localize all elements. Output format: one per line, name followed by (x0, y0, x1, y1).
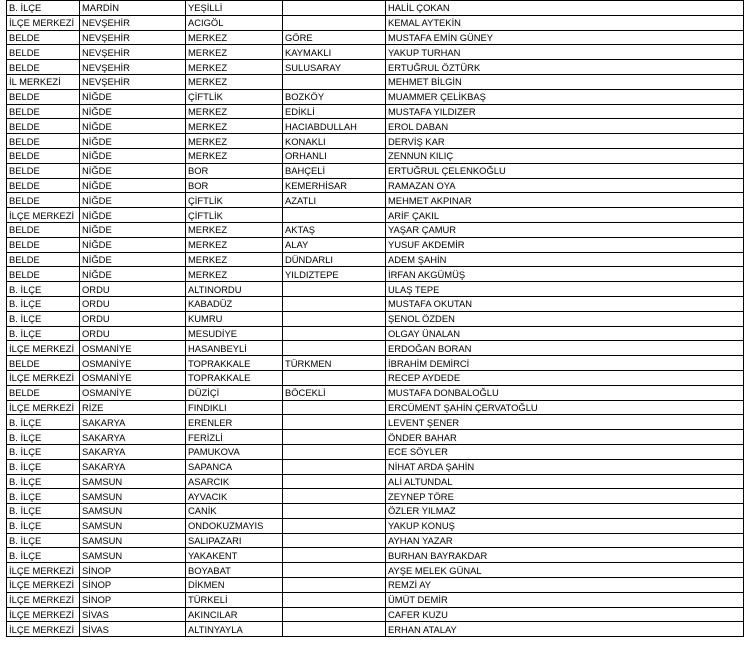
cell-name: REMZİ AY (386, 578, 744, 593)
cell-type: BELDE (7, 385, 80, 400)
cell-town (283, 208, 386, 223)
table-row (7, 208, 744, 223)
cell-type: İLÇE MERKEZİ (7, 592, 80, 607)
cell-town: BÖCEKLİ (283, 385, 386, 400)
cell-town (283, 326, 386, 341)
table-row (7, 119, 744, 134)
cell-town (283, 415, 386, 430)
cell-name: ERCÜMENT ŞAHİN ÇERVATOĞLU (386, 400, 744, 415)
cell-district: DİKMEN (186, 578, 283, 593)
cell-province: NİĞDE (80, 222, 186, 237)
table-row (7, 193, 744, 208)
cell-town (283, 592, 386, 607)
table-row (7, 518, 744, 533)
cell-name: AYHAN YAZAR (386, 533, 744, 548)
cell-name: ZENNUN KILIÇ (386, 148, 744, 163)
cell-name: YAKUP TURHAN (386, 45, 744, 60)
cell-province: OSMANİYE (80, 370, 186, 385)
cell-name: MEHMET BİLGİN (386, 74, 744, 89)
cell-town (283, 489, 386, 504)
table-row (7, 592, 744, 607)
cell-district: MERKEZ (186, 134, 283, 149)
cell-type: BELDE (7, 89, 80, 104)
cell-province: SİVAS (80, 622, 186, 637)
cell-type: BELDE (7, 163, 80, 178)
cell-type: İLÇE MERKEZİ (7, 578, 80, 593)
cell-name: ERTUĞRUL ÖZTÜRK (386, 60, 744, 75)
cell-name: MUSTAFA OKUTAN (386, 296, 744, 311)
cell-province: MARDİN (80, 1, 186, 16)
cell-town (283, 15, 386, 30)
cell-town (283, 533, 386, 548)
cell-name: YAKUP KONUŞ (386, 518, 744, 533)
table-row (7, 134, 744, 149)
cell-town (283, 474, 386, 489)
cell-town: HACIABDULLAH (283, 119, 386, 134)
cell-type: BELDE (7, 237, 80, 252)
cell-name: ŞENOL ÖZDEN (386, 311, 744, 326)
cell-town (283, 370, 386, 385)
cell-district: MERKEZ (186, 148, 283, 163)
cell-province: SAKARYA (80, 444, 186, 459)
cell-type: İLÇE MERKEZİ (7, 400, 80, 415)
cell-name: YUSUF AKDEMİR (386, 237, 744, 252)
table-row (7, 178, 744, 193)
table-row (7, 548, 744, 563)
table-row (7, 296, 744, 311)
cell-district: MERKEZ (186, 60, 283, 75)
cell-name: MUSTAFA EMİN GÜNEY (386, 30, 744, 45)
cell-town: BOZKÖY (283, 89, 386, 104)
cell-province: ORDU (80, 311, 186, 326)
table-row (7, 489, 744, 504)
cell-district: MESUDİYE (186, 326, 283, 341)
cell-name: RECEP AYDEDE (386, 370, 744, 385)
cell-province: NİĞDE (80, 193, 186, 208)
cell-province: SAKARYA (80, 415, 186, 430)
cell-town: GÖRE (283, 30, 386, 45)
cell-district: MERKEZ (186, 104, 283, 119)
cell-district: ÇİFTLİK (186, 89, 283, 104)
cell-name: KEMAL AYTEKİN (386, 15, 744, 30)
cell-district: TOPRAKKALE (186, 356, 283, 371)
cell-type: B. İLÇE (7, 504, 80, 519)
table-row (7, 622, 744, 637)
cell-district: PAMUKOVA (186, 444, 283, 459)
cell-name: YAŞAR ÇAMUR (386, 222, 744, 237)
cell-district: MERKEZ (186, 119, 283, 134)
cell-type: BELDE (7, 356, 80, 371)
cell-province: OSMANİYE (80, 341, 186, 356)
cell-type: B. İLÇE (7, 444, 80, 459)
cell-name: MUSTAFA DONBALOĞLU (386, 385, 744, 400)
cell-name: AYŞE MELEK GÜNAL (386, 563, 744, 578)
cell-type: BELDE (7, 252, 80, 267)
cell-name: CAFER KUZU (386, 607, 744, 622)
cell-province: NEVŞEHİR (80, 30, 186, 45)
table-row (7, 563, 744, 578)
cell-province: SİNOP (80, 578, 186, 593)
cell-town (283, 296, 386, 311)
cell-name: EROL DABAN (386, 119, 744, 134)
cell-town (283, 459, 386, 474)
cell-name: ERHAN ATALAY (386, 622, 744, 637)
table-row (7, 30, 744, 45)
cell-town (283, 1, 386, 16)
table-row (7, 474, 744, 489)
cell-town: KEMERHİSAR (283, 178, 386, 193)
cell-name: NİHAT ARDA ŞAHİN (386, 459, 744, 474)
cell-type: B. İLÇE (7, 474, 80, 489)
cell-province: NİĞDE (80, 178, 186, 193)
cell-town (283, 563, 386, 578)
cell-town (283, 282, 386, 297)
table-row (7, 385, 744, 400)
cell-name: ÜMÜT DEMİR (386, 592, 744, 607)
cell-province: OSMANİYE (80, 385, 186, 400)
cell-type: İLÇE MERKEZİ (7, 607, 80, 622)
cell-type: BELDE (7, 193, 80, 208)
cell-province: RİZE (80, 400, 186, 415)
cell-town (283, 607, 386, 622)
cell-name: ÖNDER BAHAR (386, 430, 744, 445)
cell-district: BOYABAT (186, 563, 283, 578)
table-row (7, 1, 744, 16)
table-row (7, 430, 744, 445)
cell-town: BAHÇELİ (283, 163, 386, 178)
cell-name: ULAŞ TEPE (386, 282, 744, 297)
table-row (7, 400, 744, 415)
table-row (7, 45, 744, 60)
cell-town: TÜRKMEN (283, 356, 386, 371)
cell-town: SULUSARAY (283, 60, 386, 75)
cell-type: BELDE (7, 60, 80, 75)
cell-town (283, 622, 386, 637)
table-row (7, 578, 744, 593)
table-row (7, 607, 744, 622)
cell-type: İLÇE MERKEZİ (7, 563, 80, 578)
cell-province: NEVŞEHİR (80, 15, 186, 30)
cell-province: SAKARYA (80, 430, 186, 445)
cell-name: ARİF ÇAKIL (386, 208, 744, 223)
cell-type: B. İLÇE (7, 430, 80, 445)
cell-town (283, 444, 386, 459)
table-row (7, 326, 744, 341)
table-row (7, 311, 744, 326)
cell-district: YAKAKENT (186, 548, 283, 563)
cell-district: YEŞİLLİ (186, 1, 283, 16)
cell-district: ALTINORDU (186, 282, 283, 297)
cell-province: SAMSUN (80, 533, 186, 548)
cell-province: NİĞDE (80, 134, 186, 149)
cell-district: DÜZİÇİ (186, 385, 283, 400)
cell-town (283, 341, 386, 356)
table-row (7, 267, 744, 282)
cell-district: MERKEZ (186, 252, 283, 267)
cell-district: ERENLER (186, 415, 283, 430)
cell-district: CANİK (186, 504, 283, 519)
table-row (7, 533, 744, 548)
table-row (7, 356, 744, 371)
cell-type: BELDE (7, 148, 80, 163)
cell-district: MERKEZ (186, 267, 283, 282)
cell-district: TÜRKELİ (186, 592, 283, 607)
cell-name: LEVENT ŞENER (386, 415, 744, 430)
cell-district: KABADÜZ (186, 296, 283, 311)
cell-name: RAMAZAN OYA (386, 178, 744, 193)
table-row (7, 504, 744, 519)
cell-province: SİNOP (80, 563, 186, 578)
table-row (7, 163, 744, 178)
cell-province: SAMSUN (80, 518, 186, 533)
table-row (7, 370, 744, 385)
cell-type: B. İLÇE (7, 489, 80, 504)
cell-town (283, 518, 386, 533)
table-row (7, 222, 744, 237)
cell-district: TOPRAKKALE (186, 370, 283, 385)
table-row (7, 237, 744, 252)
cell-type: BELDE (7, 104, 80, 119)
cell-town: DÜNDARLI (283, 252, 386, 267)
cell-province: OSMANİYE (80, 356, 186, 371)
cell-district: SALIPAZARI (186, 533, 283, 548)
cell-town: KAYMAKLI (283, 45, 386, 60)
cell-province: SAKARYA (80, 459, 186, 474)
cell-province: NİĞDE (80, 163, 186, 178)
table-row (7, 282, 744, 297)
cell-town: YILDIZTEPE (283, 267, 386, 282)
cell-name: ÖZLER YILMAZ (386, 504, 744, 519)
cell-town (283, 74, 386, 89)
table-row (7, 459, 744, 474)
cell-type: B. İLÇE (7, 533, 80, 548)
cell-province: NİĞDE (80, 237, 186, 252)
cell-province: NİĞDE (80, 252, 186, 267)
cell-town: EDİKLİ (283, 104, 386, 119)
cell-type: İL MERKEZİ (7, 74, 80, 89)
cell-province: NİĞDE (80, 267, 186, 282)
cell-town: ORHANLI (283, 148, 386, 163)
cell-type: İLÇE MERKEZİ (7, 370, 80, 385)
cell-district: MERKEZ (186, 45, 283, 60)
cell-town (283, 311, 386, 326)
cell-type: B. İLÇE (7, 296, 80, 311)
candidate-table (6, 0, 744, 637)
cell-province: NİĞDE (80, 89, 186, 104)
cell-province: NİĞDE (80, 208, 186, 223)
cell-district: FINDIKLI (186, 400, 283, 415)
cell-name: İRFAN AKGÜMÜŞ (386, 267, 744, 282)
cell-name: ADEM ŞAHİN (386, 252, 744, 267)
cell-province: NEVŞEHİR (80, 45, 186, 60)
cell-type: B. İLÇE (7, 415, 80, 430)
cell-district: HASANBEYLİ (186, 341, 283, 356)
cell-province: NİĞDE (80, 148, 186, 163)
cell-type: B. İLÇE (7, 1, 80, 16)
cell-province: NİĞDE (80, 119, 186, 134)
cell-type: BELDE (7, 30, 80, 45)
cell-name: BURHAN BAYRAKDAR (386, 548, 744, 563)
cell-province: SİNOP (80, 592, 186, 607)
cell-name: OLGAY ÜNALAN (386, 326, 744, 341)
table-body (7, 1, 744, 637)
cell-town (283, 578, 386, 593)
cell-type: İLÇE MERKEZİ (7, 341, 80, 356)
cell-province: ORDU (80, 296, 186, 311)
cell-type: İLÇE MERKEZİ (7, 15, 80, 30)
cell-town: ALAY (283, 237, 386, 252)
cell-district: MERKEZ (186, 222, 283, 237)
table-row (7, 148, 744, 163)
table-row (7, 89, 744, 104)
cell-type: B. İLÇE (7, 518, 80, 533)
cell-province: NEVŞEHİR (80, 74, 186, 89)
table-row (7, 104, 744, 119)
cell-province: SİVAS (80, 607, 186, 622)
cell-type: BELDE (7, 134, 80, 149)
cell-district: KUMRU (186, 311, 283, 326)
table-row (7, 341, 744, 356)
table-row (7, 74, 744, 89)
cell-type: BELDE (7, 267, 80, 282)
cell-province: SAMSUN (80, 504, 186, 519)
table-row (7, 252, 744, 267)
cell-province: NEVŞEHİR (80, 60, 186, 75)
cell-type: B. İLÇE (7, 459, 80, 474)
cell-district: ALTINYAYLA (186, 622, 283, 637)
cell-type: BELDE (7, 178, 80, 193)
cell-name: ZEYNEP TÖRE (386, 489, 744, 504)
cell-name: ERDOĞAN BORAN (386, 341, 744, 356)
cell-district: BOR (186, 178, 283, 193)
cell-district: BOR (186, 163, 283, 178)
cell-town (283, 504, 386, 519)
cell-province: SAMSUN (80, 474, 186, 489)
cell-district: ÇİFTLİK (186, 193, 283, 208)
cell-name: MEHMET AKPINAR (386, 193, 744, 208)
cell-province: SAMSUN (80, 489, 186, 504)
cell-district: AYVACIK (186, 489, 283, 504)
cell-province: ORDU (80, 326, 186, 341)
cell-town: AZATLI (283, 193, 386, 208)
table-row (7, 15, 744, 30)
cell-town (283, 400, 386, 415)
cell-name: İBRAHİM DEMİRCİ (386, 356, 744, 371)
cell-district: ÇİFTLİK (186, 208, 283, 223)
cell-district: FERİZLİ (186, 430, 283, 445)
cell-district: ONDOKUZMAYIS (186, 518, 283, 533)
cell-name: MUSTAFA YILDIZER (386, 104, 744, 119)
cell-town: AKTAŞ (283, 222, 386, 237)
cell-town (283, 548, 386, 563)
cell-name: ERTUĞRUL ÇELENKOĞLU (386, 163, 744, 178)
cell-district: SAPANCA (186, 459, 283, 474)
cell-province: ORDU (80, 282, 186, 297)
cell-town (283, 430, 386, 445)
cell-type: BELDE (7, 45, 80, 60)
table-row (7, 415, 744, 430)
cell-type: B. İLÇE (7, 548, 80, 563)
cell-type: B. İLÇE (7, 282, 80, 297)
cell-type: İLÇE MERKEZİ (7, 208, 80, 223)
cell-type: B. İLÇE (7, 311, 80, 326)
cell-type: BELDE (7, 119, 80, 134)
cell-district: MERKEZ (186, 74, 283, 89)
cell-district: MERKEZ (186, 237, 283, 252)
table-row (7, 444, 744, 459)
cell-district: AKINCILAR (186, 607, 283, 622)
cell-name: HALİL ÇOKAN (386, 1, 744, 16)
cell-district: ACIGÖL (186, 15, 283, 30)
cell-province: NİĞDE (80, 104, 186, 119)
cell-district: ASARCIK (186, 474, 283, 489)
cell-name: ALİ ALTUNDAL (386, 474, 744, 489)
cell-type: İLÇE MERKEZİ (7, 622, 80, 637)
cell-district: MERKEZ (186, 30, 283, 45)
table-row (7, 60, 744, 75)
cell-name: MUAMMER ÇELİKBAŞ (386, 89, 744, 104)
cell-province: SAMSUN (80, 548, 186, 563)
cell-name: ECE SÖYLER (386, 444, 744, 459)
cell-town: KONAKLI (283, 134, 386, 149)
cell-name: DERVİŞ KAR (386, 134, 744, 149)
cell-type: BELDE (7, 222, 80, 237)
cell-type: B. İLÇE (7, 326, 80, 341)
